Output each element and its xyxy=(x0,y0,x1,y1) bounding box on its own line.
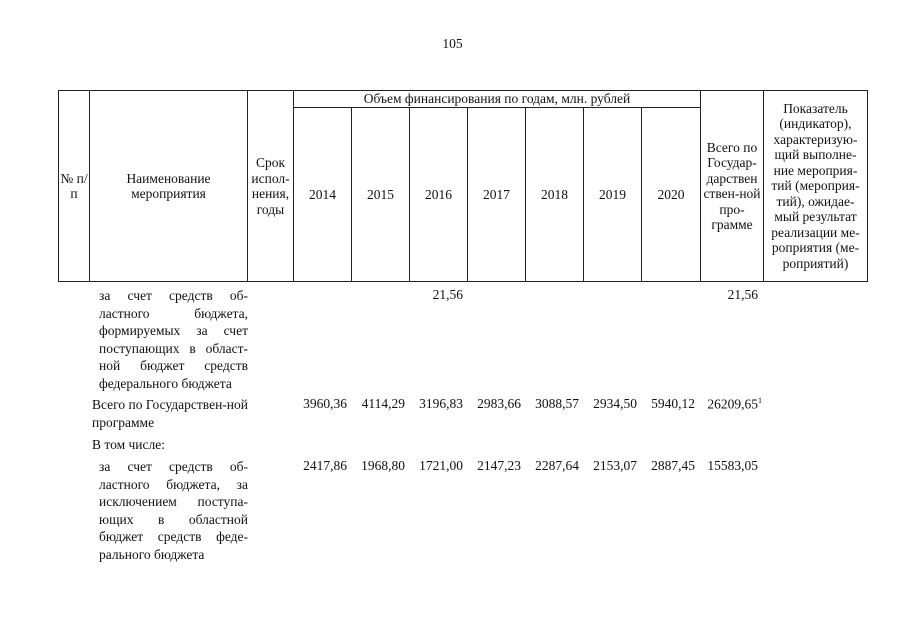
row-total: 21,56 xyxy=(727,287,758,302)
header-num: № п/п xyxy=(58,90,90,282)
header-year: 2017 xyxy=(467,107,526,282)
header-year: 2020 xyxy=(641,107,701,282)
row-total xyxy=(700,396,762,413)
header-year: 2015 xyxy=(351,107,410,282)
header-indicator: Показатель (индикатор), характеризую-щий выполне-ние мероприя-тий (мероприя-тий), ожидае-мый результат реализации ме-роприятия (ме-роприятий) xyxy=(763,90,868,282)
row-value: 3960,36 xyxy=(303,396,347,411)
header-year: 2016 xyxy=(409,107,468,282)
row-value: 4114,29 xyxy=(361,396,405,411)
header-financing-group: Объем финансирования по годам, млн. рублей xyxy=(293,90,701,108)
row-total: 15583,05 xyxy=(707,458,758,473)
row-value: 21,56 xyxy=(432,287,463,302)
header-term: Срок испол-нения, годы xyxy=(247,90,294,282)
header-year: 2018 xyxy=(525,107,584,282)
footnote-marker: 1 xyxy=(758,396,762,405)
row-value: 2887,45 xyxy=(651,458,695,473)
row-name: за счет средств об-ластного бюджета, за исключением поступа-ющих в областной бюджет средств феде-рального бюджета xyxy=(99,459,248,562)
header-name: Наименование мероприятия xyxy=(89,90,248,282)
table-header xyxy=(58,90,868,282)
row-value: 1721,00 xyxy=(419,458,463,473)
header-year: 2014 xyxy=(293,107,352,282)
row-value: 3088,57 xyxy=(535,396,579,411)
row-name: за счет средств об-ластного бюджета, формируемых за счет поступающих в област-ной бюджет средств федерального бюджета xyxy=(99,288,248,391)
row-value: 2417,86 xyxy=(303,458,347,473)
header-total: Всего по Государ-дарствен ствен-ной про-грамме xyxy=(700,90,764,282)
row-value: 2147,23 xyxy=(477,458,521,473)
row-value: 5940,12 xyxy=(651,396,695,411)
row-value: 2934,50 xyxy=(593,396,637,411)
row-value: 2983,66 xyxy=(477,396,521,411)
row-value: 2287,64 xyxy=(535,458,579,473)
row-total-value: 26209,65 xyxy=(707,396,758,412)
page-number: 105 xyxy=(442,36,463,51)
row-name: Всего по Государствен-ной программе xyxy=(92,397,248,430)
row-value: 1968,80 xyxy=(361,458,405,473)
row-value: 2153,07 xyxy=(593,458,637,473)
row-value: 3196,83 xyxy=(419,396,463,411)
header-year: 2019 xyxy=(583,107,642,282)
row-name: В том числе: xyxy=(92,437,165,452)
